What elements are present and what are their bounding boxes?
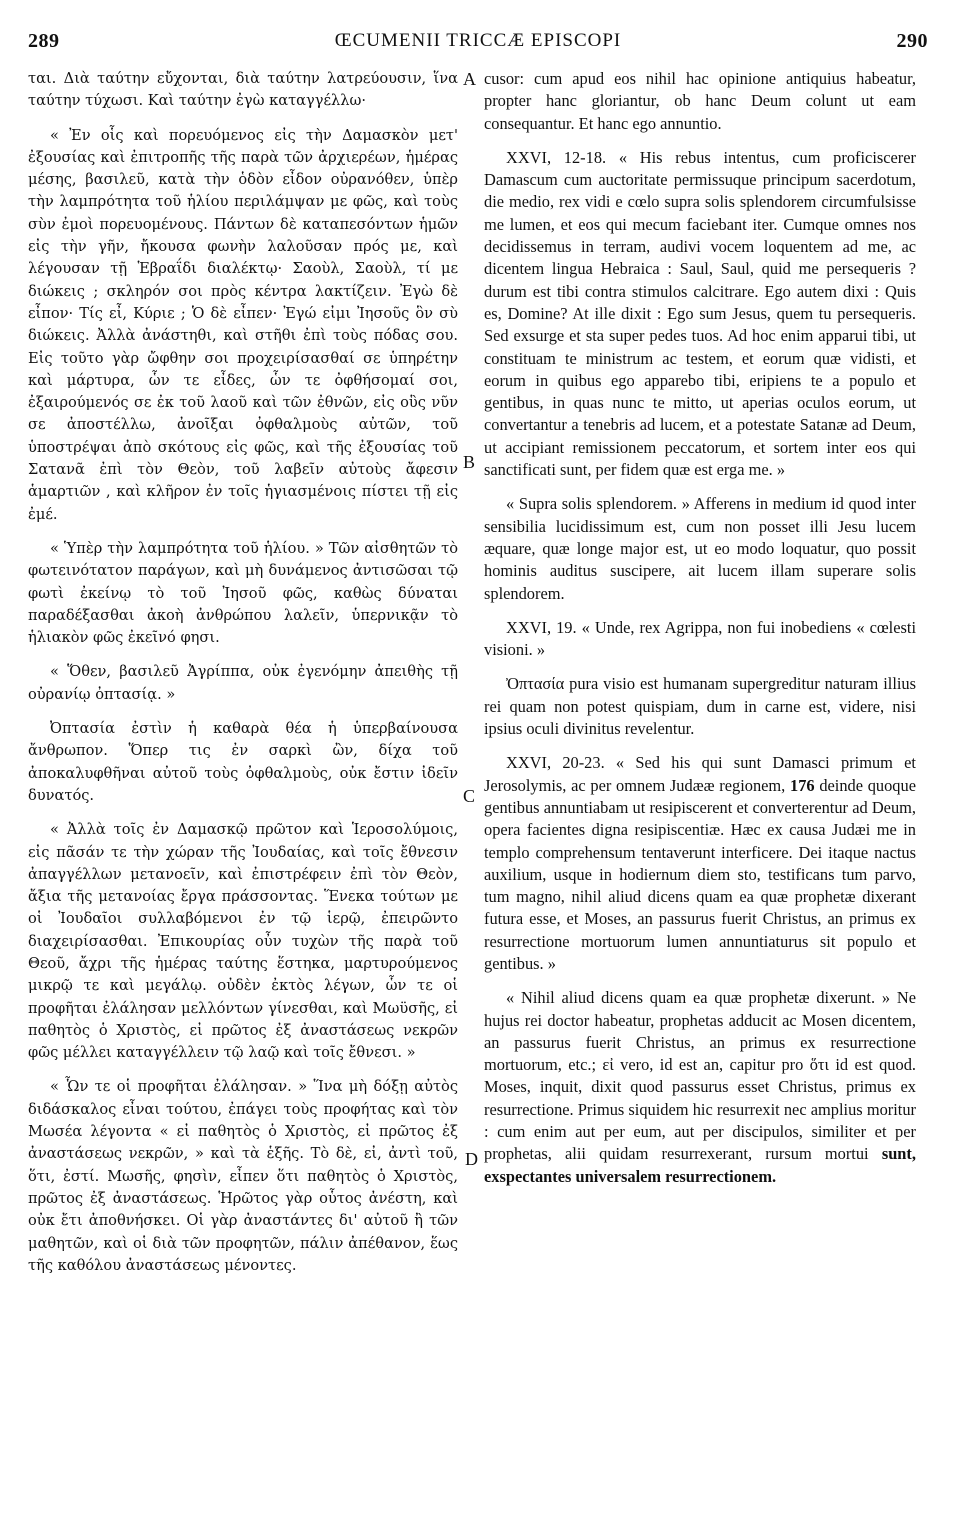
section-marker-b: B [463, 452, 476, 472]
running-title: ŒCUMENII TRICCÆ EPISCOPI [334, 30, 622, 51]
latin-paragraph: Ὀπτασία pura visio est humanam supergreditur naturam illius rei quam non potest quispiam, dum in carne est, videre, nisi ipsius oculi divinitus revelentur. [484, 674, 916, 739]
greek-paragraph: Ὀπτασία ἐστὶν ἡ καθαρὰ θέα ἡ ὑπερβαίνουσα ἄνθρωπον. Ὅπερ τις ἐν σαρκὶ ὢν, δίχα τοῦ ἀποκαλυφθῆναι αὐτοῦ τοὺς ὀφθαλμοὺς, οὐκ ἔστιν ἰδεῖν δυνατός. [28, 720, 458, 804]
greek-paragraph: « Ἐν οἷς καὶ πορευόμενος εἰς τὴν Δαμασκὸν μετ' ἐξουσίας καὶ ἐπιτροπῆς τῆς παρὰ τῶν ἀρχιερέων, ἡμέρας μέσης, βασιλεῦ, κατὰ τὴν ὁδὸν εἶδον οὐρανόθεν, ὑπὲρ τὴν λαμπρότητα τοῦ ἡλίου περιλάμψαν με φῶς, καὶ τοὺς σὺν ἐμοὶ πορευομένους. Πάντων δὲ καταπεσόντων ἡμῶν εἰς τὴν γῆν, ἤκουσα φωνὴν λαλοῦσαν πρός με, καὶ λέγουσαν τῇ Ἑβραΐδι διαλέκτῳ· Σαοὺλ, Σαοὺλ, τί με διώκεις ; σκληρόν σοι πρὸς κέντρα λακτίζειν. Ἐγὼ δὲ εἶπον· Τίς εἶ, Κύριε ; Ὁ δὲ εἶπεν· Ἐγώ εἰμι Ἰησοῦς ὃν σὺ διώκεις. Ἀλλὰ ἀνάστηθι, καὶ στῆθι ἐπὶ τοὺς πόδας σου. Εἰς τοῦτο γὰρ ὤφθην σοι προχειρίσασθαί σε ὑπηρέτην καὶ μάρτυρα, ὧν τε εἶδες, ὧν τε ὀφθήσομαί σοι, ἐξαιρούμενός σε ἐκ τοῦ λαοῦ καὶ τῶν ἐθνῶν, εἰς οὓς νῦν σε ἀποστέλλω, ἀνοῖξαι ὀφθαλμοὺς αὐτῶν, τοῦ ὑποστρέψαι ἀπὸ σκότους εἰς φῶς, καὶ τῆς ἐξουσίας τοῦ Σατανᾶ ἐπὶ τὸν Θεὸν, τοῦ λαβεῖν αὐτοὺς ἄφεσιν ἁμαρτιῶν , καὶ κλῆρον ἐν τοῖς ἡγιασμένοις πίστει τῇ εἰς ἐμέ. [28, 126, 458, 523]
latin-paragraph: XXVI, 12-18. « His rebus intentus, cum proficiscerer Damascum cum auctoritate permissuque principum sacerdotum, die medio, rex vidi e cœlo supra solis splendorem circumfulsisse me lumen, et eos qui mecum faciebant iter. Cumque omnes nos decidissemus in terram, audivi vocem loquentem ad me, ac dicentem lingua Hebraica : Saul, Saul, quid me persequeris ? durum est tibi contra stimulos calcitrare. Ego autem dixi : Quis es, Domine? At ille dixit : Ego sum Jesus, quem tu persequeris. Sed exsurge et sta super pedes tuos. Ad hoc enim apparui tibi, ut constituam te ministrum ac testem, et eorum quæ vidisti, et eorum in quibus ego apparebo tibi, eripiens te a populo et gentibus, in quas nunc te mitto, ut aperias oculos eorum, ut convertantur a tenebris ad lucem, et a potestate Satanæ ad Deum, ut accipiant remissionem peccatorum, et sortem inter eos qui sanctificati sunt, per fidem quæ est erga me. » [484, 147, 916, 480]
right-page-number: 290 [896, 30, 928, 52]
section-marker-d: D [465, 1149, 478, 1169]
greek-paragraph: « Ἀλλὰ τοῖς ἐν Δαμασκῷ πρῶτον καὶ Ἱεροσολύμοις, εἰς πᾶσάν τε τὴν χώραν τῆς Ἰουδαίας, καὶ τοῖς ἔθνεσιν ἀπαγγέλλων μετανοεῖν, καὶ ἐπιστρέφειν ἐπὶ τὸν Θεὸν, ἄξια τῆς μετανοίας ἔργα πράσσοντας. Ἕνεκα τούτων με οἱ Ἰουδαῖοι συλλαβόμενοι ἐν τῷ ἱερῷ, ἐπειρῶντο διαχειρίσασθαι. Ἐπικουρίας οὖν τυχὼν τῆς παρὰ τοῦ Θεοῦ, ἄχρι τῆς ἡμέρας ταύτης ἕστηκα, μαρτυρούμενος μικρῷ τε καὶ μεγάλῳ. οὐδὲν ἐκτὸς λέγων, ὧν τε οἱ προφῆται ἐλάλησαν μελλόντων γίνεσθαι, καὶ Μωϋσῆς, εἰ παθητὸς ὁ Χριστὸς, εἰ πρῶτος ἐξ ἀναστάσεως νεκρῶν φῶς μέλλει καταγγέλλειν τῷ λαῷ καὶ τοῖς ἔθνεσι. » [28, 821, 458, 1062]
latin-column [484, 68, 916, 1188]
latin-paragraph [484, 752, 916, 975]
greek-paragraph: « Ὧν τε οἱ προφῆται ἐλάλησαν. » Ἵνα μὴ δόξῃ αὐτὸς διδάσκαλος εἶναι τούτου, ἐπάγει τοὺς προφήτας καὶ τὸν Μωσέα λέγοντα « εἰ παθητὸς ὁ Χριστὸς, εἰ πρῶτος ἐξ ἀναστάσεως νεκρῶν, » καὶ τὰ ἑξῆς. Τὸ δὲ, εἰ, ἀντὶ τοῦ, ὅτι, ἐστί. Μωσῆς, φησὶν, εἶπεν ὅτι παθητὸς ὁ Χριστὸς, πρῶτος ἐξ ἀναστάσεως. Ἡρῶτος γὰρ οὗτος ἀνέστη, καὶ οὐκ ἔτι ἀποθνήσκει. Οἱ γὰρ ἀναστάντες δι' αὐτοῦ ἢ τῶν μαθητῶν, καὶ οἱ διὰ τῶν προφητῶν, πάλιν ἀπέθανον, ἕως τῆς καθόλου ἀναστάσεως μένοντες. [28, 1078, 458, 1274]
latin-paragraph: XXVI, 19. « Unde, rex Agrippa, non fui inobediens « cœlesti visioni. » [484, 617, 916, 660]
running-header [28, 30, 928, 62]
margin-number: 176 [790, 775, 815, 795]
greek-column [28, 68, 458, 1277]
section-marker-a: A [463, 69, 476, 89]
latin-paragraph: « Supra solis splendorem. » Afferens in medium id quod inter sensibilia lucidissimum est, cum non posset illi Jesu lucem æquare, quæ longe major est, ut eo modo loquatur, quo possit hominis auditus suscipere, ait lucem illam superare solis splendorem. [484, 494, 916, 603]
latin-text: « Nihil aliud dicens quam ea quæ prophetæ dixerunt. » Ne hujus rei doctor habeatur, prophetas adducit ac Mosen dicentem, an passurus fuerit Christus, an primus ex resurrectione mortuorum, etc.; εἰ vero, id est an, capitur pro ὅτι id est quod. Moses, inquit, dixit quod passurus esset Christus, primus ex resurrectione. Primus siquidem hic resurrexit nec amplius moritur : cum enim aut per eum, aut per discipulos, similiter et per prophetas, alii quidam resurrexerant, rursum mortui [484, 988, 916, 1164]
greek-paragraph: « Ὑπὲρ τὴν λαμπρότητα τοῦ ἡλίου. » Τῶν αἰσθητῶν τὸ φωτεινότατον παράγων, καὶ μὴ δυνάμενος ἀντισῶσαι τῷ φωτὶ ἐκείνῳ τὸ τοῦ Ἰησοῦ φῶς, καθὼς δύναται παραδέξασθαι ἀκοὴ ἀνθρώπου λαλεῖν, ὑπερνικᾷν τὸ ἡλιακὸν φῶς ἐκεῖνό φησι. [28, 539, 458, 647]
latin-paragraph [484, 987, 916, 1188]
section-marker-c: C [463, 786, 476, 806]
left-page-number: 289 [28, 30, 60, 52]
greek-paragraph: ται. Διὰ ταύτην εὔχονται, διὰ ταύτην λατρεύουσιν, ἵνα ταύτην τύχωσι. Καὶ ταύτην ἐγὼ καταγγέλλω· [28, 70, 458, 110]
latin-text: XXVI, 20-23. « Sed his qui sunt Damasci primum et Jerosolymis, ac per omnem Judææ regionem, [484, 753, 916, 795]
latin-text-bold: sunt, exspectantes universalem resurrectionem. [484, 1144, 916, 1186]
latin-paragraph: cusor: cum apud eos nihil hac opinione antiquius habeatur, propter hanc gloriantur, ob hanc Deum colunt ut eam consequantur. Et hanc ego annuntio. [484, 69, 916, 133]
latin-text: deinde quoque gentibus annuntiabam ut resipiscerent et converterentur ad Deum, opera facientes digna resipiscentiæ. Hæc ex causa Judæi me in templo comprehensum tentaverunt interficere. Dei itaque nactus auxilium, usque in hodiernum diem sto, testificans tum parvo, tum magno, nihil aliud dicens quam ea quæ prophetæ dixerant futura esse, et Moses, an passurus fuerit Christus, an primus ex resurrectione mortuorum lumen annuntiaturus sit populo et gentibus. » [484, 775, 916, 973]
greek-paragraph: « Ὅθεν, βασιλεῦ Ἀγρίππα, οὐκ ἐγενόμην ἀπειθὴς τῇ οὐρανίῳ ὀπτασίᾳ. » [28, 663, 458, 703]
